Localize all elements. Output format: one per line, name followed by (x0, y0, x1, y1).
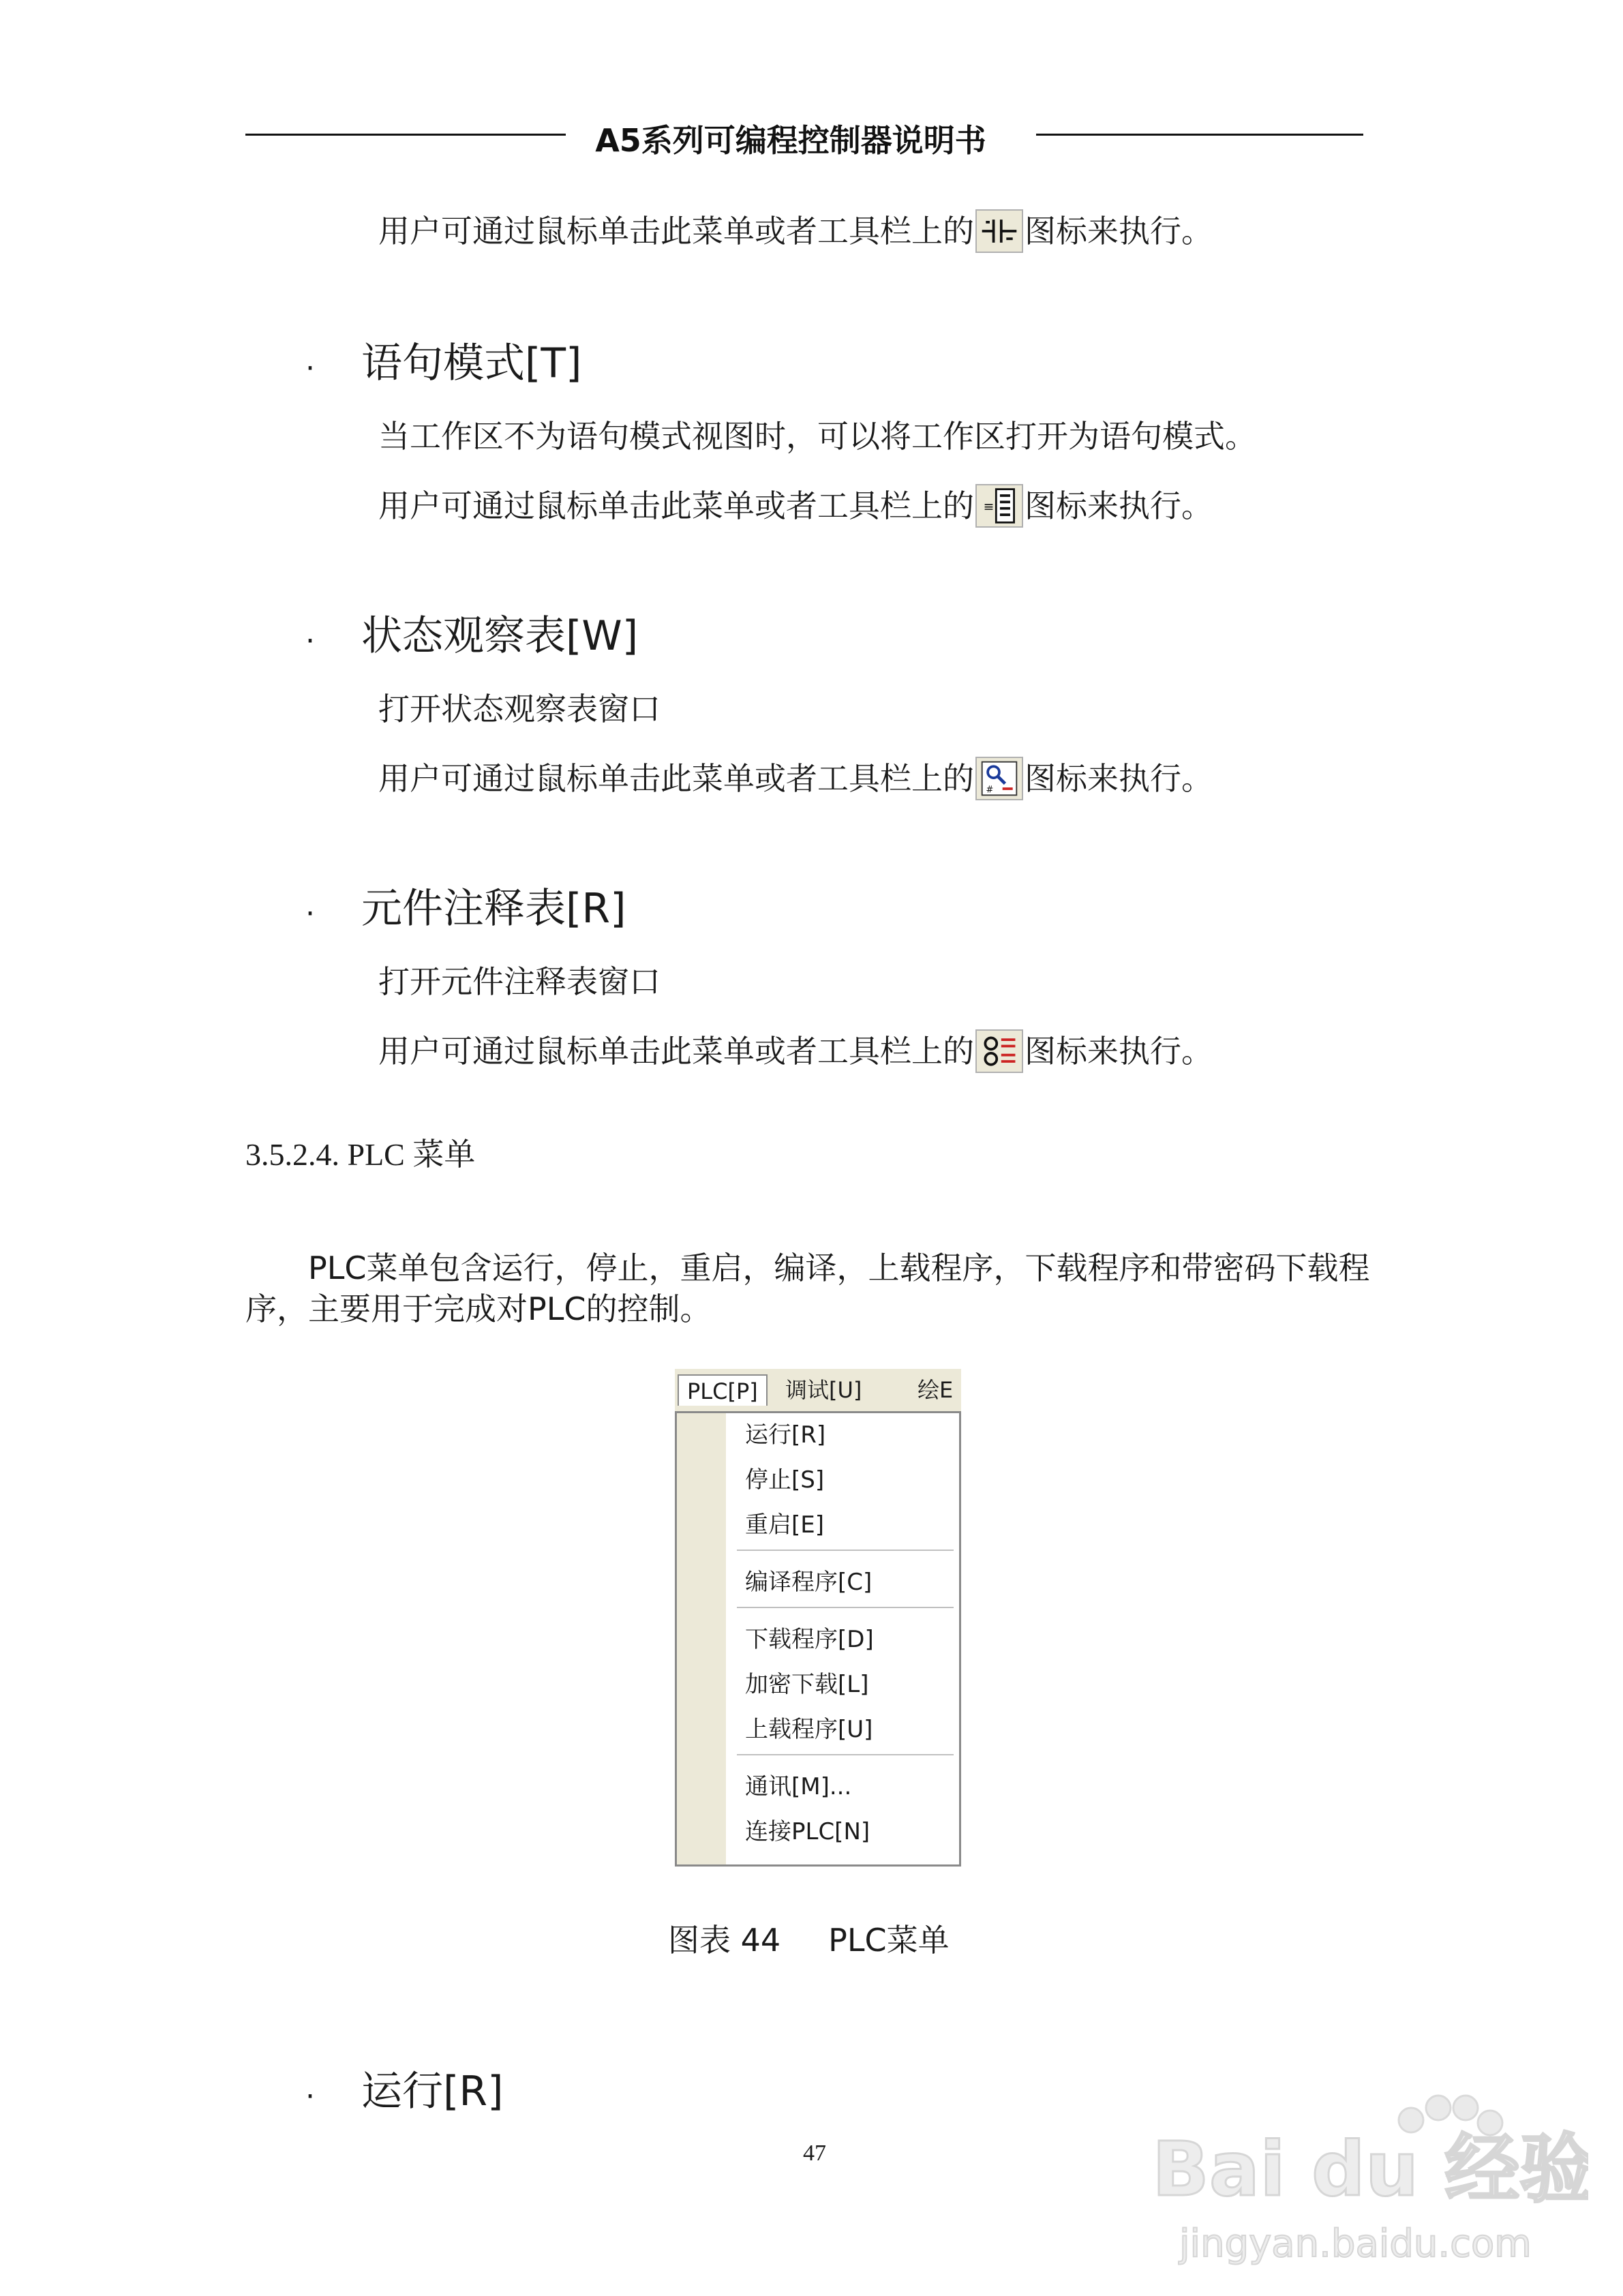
plc-dropdown (675, 1411, 961, 1867)
instruction-line: 用户可通过鼠标单击此菜单或者工具栏上的 图标来执行。 (378, 208, 1213, 253)
item-desc: 打开元件注释表窗口 (378, 963, 661, 1000)
bullet-dot: · (305, 624, 315, 659)
menu-separator (737, 1550, 954, 1551)
svg-text:Bai du 经验: Bai du 经验 (1152, 2126, 1588, 2213)
statement-mode-icon (975, 484, 1023, 528)
figure-caption: 图表 44 PLC菜单 (668, 1922, 950, 1959)
header-rule-right (1036, 134, 1363, 136)
menu-bar (675, 1369, 961, 1411)
menu-gutter (677, 1413, 726, 1864)
intro-paragraph: PLC菜单包含运行，停止，重启，编译，上载程序，下载程序和带密码下载程序，主要用于完成对PLC的控制。 (245, 1250, 1370, 1327)
menu-bar-debug[interactable]: 调试[U] (785, 1377, 862, 1403)
baidu-watermark (1152, 2093, 1588, 2270)
item-title: 运行[R] (361, 2068, 504, 2115)
bullet-dot: · (305, 351, 315, 386)
status-watch-icon (975, 757, 1023, 800)
menu-item-stop[interactable]: 停止[S] (745, 1466, 825, 1494)
item-desc: 当工作区不为语句模式视图时，可以将工作区打开为语句模式。 (378, 418, 1256, 455)
svg-text:#: # (986, 785, 994, 796)
page-number: 47 (803, 2141, 826, 2166)
menu-item-upload[interactable]: 上载程序[U] (745, 1716, 873, 1743)
menu-item-communication[interactable]: 通讯[M]... (745, 1773, 852, 1800)
svg-text:≡: ≡ (983, 500, 995, 515)
item-desc: 打开状态观察表窗口 (378, 691, 661, 727)
menu-separator (737, 1754, 954, 1755)
menu-item-download[interactable]: 下载程序[D] (745, 1626, 874, 1653)
menu-item-compile[interactable]: 编译程序[C] (745, 1569, 873, 1596)
item-title: 元件注释表[R] (361, 885, 626, 933)
svg-text:jingyan.baidu.com: jingyan.baidu.com (1179, 2222, 1532, 2266)
plc-menu-screenshot (675, 1369, 961, 1867)
header-rule-left (245, 134, 566, 136)
menu-separator (737, 1607, 954, 1608)
menu-bar-plc[interactable]: PLC[P] (678, 1374, 768, 1406)
instruction-line: 用户可通过鼠标单击此菜单或者工具栏上的 图标来执行。 (378, 1028, 1213, 1073)
ladder-mode-icon (975, 209, 1023, 253)
instruction-line: 用户可通过鼠标单击此菜单或者工具栏上的 ≡ 图标来执行。 (378, 483, 1213, 528)
menu-bar-draw[interactable]: 绘E (917, 1377, 954, 1403)
menu-item-encrypted-download[interactable]: 加密下载[L] (745, 1671, 869, 1698)
bullet-dot: · (305, 896, 315, 931)
menu-item-restart[interactable]: 重启[E] (745, 1511, 825, 1539)
section-heading: 3.5.2.4. PLC 菜单 (245, 1137, 476, 1172)
component-comment-icon (975, 1029, 1023, 1073)
menu-item-connect-plc[interactable]: 连接PLC[N] (745, 1818, 870, 1845)
menu-item-run[interactable]: 运行[R] (745, 1421, 826, 1449)
bullet-dot: · (305, 2079, 315, 2114)
header-title: A5系列可编程控制器说明书 (595, 122, 986, 159)
item-title: 状态观察表[W] (361, 612, 639, 660)
item-title: 语句模式[T] (361, 339, 582, 387)
instruction-line: 用户可通过鼠标单击此菜单或者工具栏上的 # 图标来执行。 (378, 755, 1213, 800)
